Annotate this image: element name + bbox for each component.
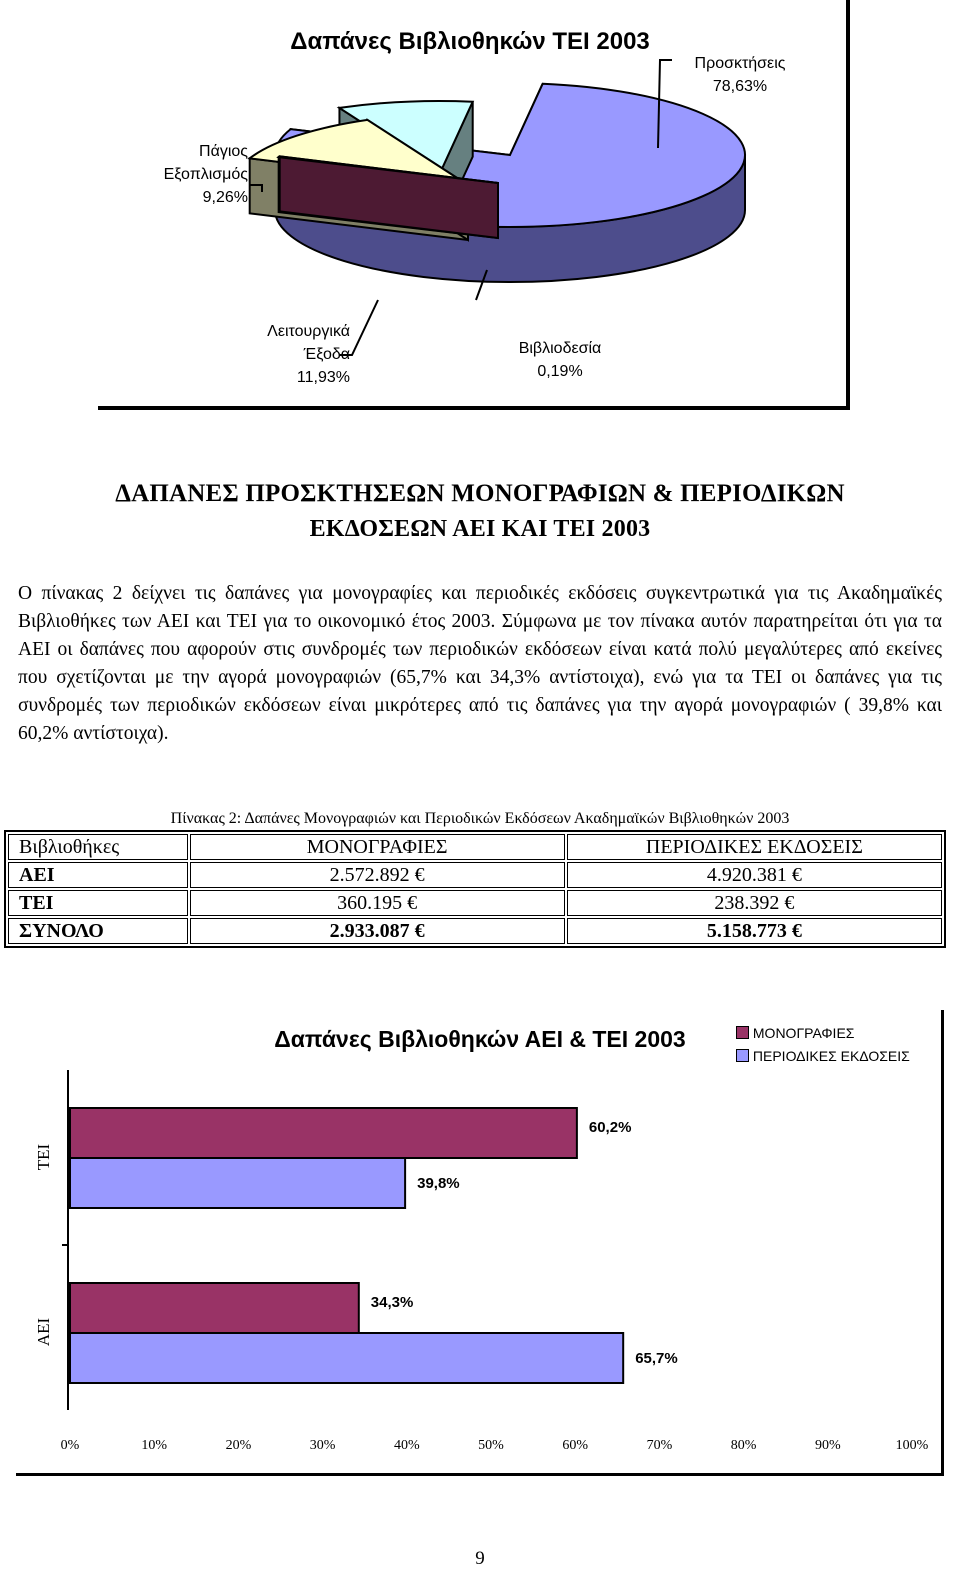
table-cell: 2.572.892 € bbox=[190, 862, 565, 888]
data-label: 65,7% bbox=[635, 1350, 678, 1367]
table-cell: ΑΕΙ bbox=[8, 862, 188, 888]
table-cell: 360.195 € bbox=[190, 890, 565, 916]
pie-label-value: 9,26% bbox=[202, 189, 248, 206]
table-header-row bbox=[8, 834, 942, 860]
table-cell: 5.158.773 € bbox=[567, 918, 942, 944]
pie-label-acquisitions bbox=[680, 52, 800, 98]
legend-label: ΜΟΝΟΓΡΑΦΙΕΣ bbox=[752, 1025, 855, 1041]
x-tick-label: 20% bbox=[225, 1438, 252, 1453]
bar bbox=[70, 1333, 623, 1383]
pie-label-equipment bbox=[128, 140, 248, 209]
table-row bbox=[8, 890, 942, 916]
y-tick-label: ΤΕΙ bbox=[34, 1143, 53, 1171]
pie-label-line: Λειτουργικά bbox=[267, 323, 350, 340]
pie-label-value: 0,19% bbox=[537, 363, 583, 380]
table-cell: 2.933.087 € bbox=[190, 918, 565, 944]
bar bbox=[70, 1158, 405, 1208]
table-cell: ΤΕΙ bbox=[8, 890, 188, 916]
table-cell: ΣΥΝΟΛΟ bbox=[8, 918, 188, 944]
pie-label-value: 78,63% bbox=[712, 78, 768, 95]
x-tick-label: 80% bbox=[730, 1438, 757, 1453]
x-tick-label: 50% bbox=[478, 1438, 504, 1453]
pie-label-line: Προσκτήσεις bbox=[694, 55, 786, 72]
table-cell: 4.920.381 € bbox=[567, 862, 942, 888]
page-number: 9 bbox=[475, 1548, 485, 1569]
section-heading-line1: ΔΑΠΑΝΕΣ ΠΡΟΣΚΤΗΣΕΩΝ ΜΟΝΟΓΡΑΦΙΩΝ & ΠΕΡΙΟΔΙΚΩΝ bbox=[115, 480, 845, 507]
table-cell: 238.392 € bbox=[567, 890, 942, 916]
bar-chart bbox=[0, 1010, 960, 1490]
y-tick-label: ΑΕΙ bbox=[34, 1317, 53, 1347]
table-header-cell: ΜΟΝΟΓΡΑΦΙΕΣ bbox=[190, 834, 565, 860]
x-tick-label: 90% bbox=[814, 1438, 841, 1453]
pie-label-line: Βιβλιοδεσία bbox=[518, 340, 602, 357]
table-header-cell: Βιβλιοθήκες bbox=[8, 834, 188, 860]
pie-label-line: Πάγιος bbox=[199, 143, 248, 160]
pie-label-line: Εξοπλισμός bbox=[163, 166, 248, 183]
data-label: 39,8% bbox=[417, 1175, 460, 1192]
bar bbox=[70, 1283, 359, 1333]
x-tick-label: 60% bbox=[562, 1438, 589, 1453]
pie-label-operating bbox=[240, 320, 350, 389]
pie-label-value: 11,93% bbox=[296, 369, 350, 386]
table-total-row bbox=[8, 918, 942, 944]
x-tick-label: 70% bbox=[646, 1438, 673, 1453]
data-label: 34,3% bbox=[370, 1294, 414, 1311]
data-table bbox=[4, 830, 946, 948]
section-heading-line2: ΕΚΔΟΣΕΩΝ ΑΕΙ ΚΑΙ ΤΕΙ 2003 bbox=[309, 516, 651, 542]
x-tick-label: 30% bbox=[309, 1438, 336, 1453]
data-label: 60,2% bbox=[588, 1119, 632, 1136]
x-tick-label: 100% bbox=[895, 1438, 929, 1453]
table-header-cell: ΠΕΡΙΟΔΙΚΕΣ ΕΚΔΟΣΕΙΣ bbox=[567, 834, 942, 860]
pie-chart-title: Δαπάνες Βιβλιοθηκών ΤΕΙ 2003 bbox=[290, 28, 650, 55]
x-tick-label: 10% bbox=[141, 1438, 168, 1453]
bar bbox=[70, 1108, 577, 1158]
body-paragraph: Ο πίνακας 2 δείχνει τις δαπάνες για μονογραφίες και περιοδικές εκδόσεις συγκεντρωτικά για τις Ακαδημαϊκές Βιβλιοθήκες των ΑΕΙ και ΤΕΙ για το οικονομικό έτος 2003. Σύμφωνα με τον πίνακα αυτόν παρατηρείται ότι για τα ΑΕΙ οι δαπάνες που αφορούν στις συνδρομές των περιοδικών εκδόσεων είναι κατά πολύ μεγαλύτερες από εκείνες που σχετίζονται με την αγορά μονογραφιών (65,7% και 34,3% αντίστοιχα), ενώ για τα ΤΕΙ οι δαπάνες για τις συνδρομές των περιοδικών εκδόσεων είναι μικρότερες από τις δαπάνες για την αγορά μονογραφιών ( 39,8% και 60,2% αντίστοιχα). bbox=[18, 583, 942, 744]
pie-label-binding bbox=[500, 337, 620, 383]
table-row bbox=[8, 862, 942, 888]
table-caption: Πίνακας 2: Δαπάνες Μονογραφιών και Περιοδικών Εκδόσεων Ακαδημαϊκών Βιβλιοθηκών 2003 bbox=[170, 810, 790, 827]
bar-chart-title: Δαπάνες Βιβλιοθηκών ΑΕΙ & ΤΕΙ 2003 bbox=[274, 1026, 686, 1052]
x-tick-label: 0% bbox=[60, 1438, 80, 1453]
pie-label-line: Έξοδα bbox=[303, 346, 350, 363]
x-tick-label: 40% bbox=[393, 1438, 420, 1453]
legend-label: ΠΕΡΙΟΔΙΚΕΣ ΕΚΔΟΣΕΙΣ bbox=[752, 1048, 910, 1064]
